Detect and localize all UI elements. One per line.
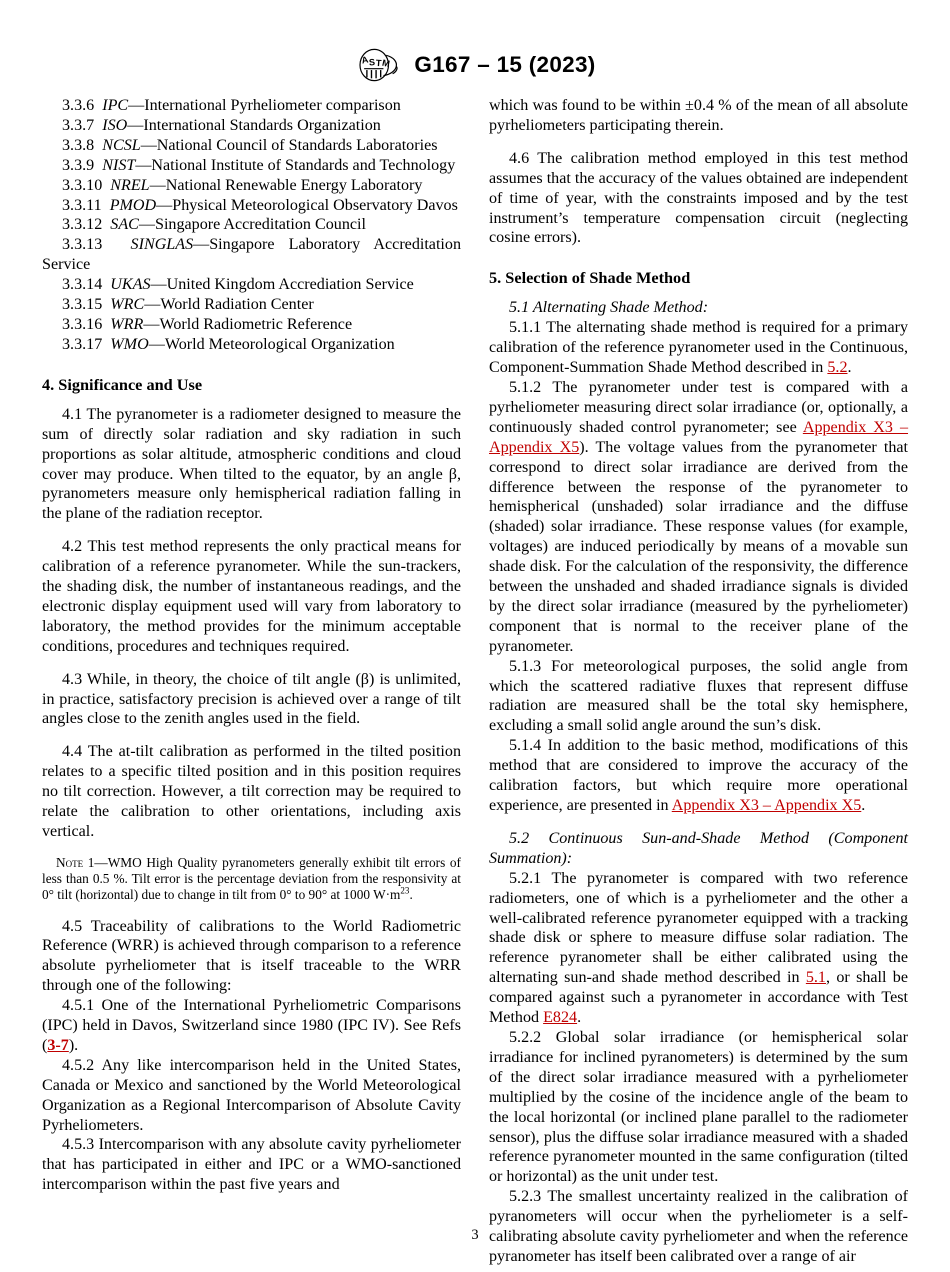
appendix-link-x3-x5[interactable]: Appendix X3 – Appendix X5 <box>671 797 862 814</box>
svg-text:M: M <box>381 57 392 70</box>
paragraph-5-1-1: 5.1.1 The alternating shade method is required for a primary calibration of the reference pyranometer used in the Continuous, Component-Summation Shade Method described in 5.2. <box>489 319 908 377</box>
paragraph-4-5-1: 4.5.1 One of the International Pyrheliometric Comparisons (IPC) held in Davos, Switzerland since 1980 (IPC IV). See Refs (3-7). <box>42 997 461 1054</box>
paragraph-continued: which was found to be within ±0.4 % of the mean of all absolute pyrheliometers participating therein. <box>489 97 908 134</box>
paragraph-5-2: 5.2 Continuous Sun-and-Shade Method (Component Summation): <box>489 829 908 867</box>
term-definition: 3.3.14 UKAS—United Kingdom Accrediation Service <box>62 276 414 294</box>
term-definition: 3.3.8 NCSL—National Council of Standards Laboratories <box>62 136 438 154</box>
paragraph-5-2-1: 5.2.1 The pyranometer is compared with two reference radiometers, one of which is a pyrheliometer and the other a well-calibrated reference pyranometer equipped with a tracking shade disk or sphere to measure diffuse solar radiation. The reference pyranometer shall be either calibrated using the alternating sun-and shade method described in 5.1, or shall be compared against such a pyranometer in accordance with Test Method E824. <box>489 869 908 1027</box>
term-definition: 3.3.12 SAC—Singapore Accreditation Council <box>62 216 366 234</box>
term-definition: 3.3.6 IPC—International Pyrheliometer comparison <box>62 97 401 114</box>
paragraph-4-5-3: 4.5.3 Intercomparison with any absolute cavity pyrheliometer that has participated in either and IPC or a WMO-sanctioned intercomparison within the past five years and <box>42 1136 461 1194</box>
page-number: 3 <box>471 1227 479 1243</box>
term-definition: 3.3.16 WRR—World Radiometric Reference <box>62 315 353 333</box>
paragraph-5-1-4: 5.1.4 In addition to the basic method, modifications of this method that are considered to improve the accuracy of the calibration factors, but which require more operational experience, are presented in Appendix X3 – Appendix X5. <box>489 737 908 814</box>
astm-logo-icon <box>354 48 400 82</box>
svg-text:T: T <box>375 57 383 69</box>
paragraph-4-5: 4.5 Traceability of calibrations to the World Radiometric Reference (WRR) is achieved through comparison to a reference absolute pyrheliometer that is itself traceable to the WRR through one of the following: <box>42 917 461 995</box>
appendix-link-x3-x5[interactable]: Appendix X3 – Appendix X5 <box>489 418 909 456</box>
paragraph-4-5-2: 4.5.2 Any like intercomparison held in the United States, Canada or Mexico and sanctioned by the World Meteorological Organization as a Regional Intercomparison of Absolute Cavity Pyrheliometers. <box>42 1056 461 1134</box>
paragraph-4-3: 4.3 While, in theory, the choice of tilt angle (β) is unlimited, in practice, satisfactory precision is achieved over a range of tilt angles close to the zenith angles used in the field. <box>42 670 461 728</box>
left-column <box>42 96 461 1267</box>
section-heading-5: 5. Selection of Shade Method <box>489 268 691 288</box>
paragraph-4-1: 4.1 The pyranometer is a radiometer designed to measure the sum of directly solar radiation and sky radiation in such proportions as solar altitude, atmospheric conditions and cloud cover may produce. When tilted to the equator, by an angle β, pyranometers measure only hemispherical radiation falling in the plane of the radiation receptor. <box>42 405 461 523</box>
svg-text:S: S <box>369 57 376 68</box>
note-1: Note 1—WMO High Quality pyranometers generally exhibit tilt errors of less than 0.5 %. Tilt error is the percentage deviation from the responsivity at 0° tilt (horizontal) due to change in tilt from 0° to 90° at 1000 $W\cdot m^{23}$. <box>42 854 461 903</box>
term-definition: 3.3.10 NREL—National Renewable Energy Laboratory <box>62 176 423 194</box>
standard-designation: G167 – 15 (2023) <box>414 52 596 77</box>
cross-reference-link-5-1[interactable]: 5.1 <box>805 969 826 987</box>
paragraph-5-1-2: 5.1.2 The pyranometer under test is compared with a pyrheliometer measuring direct solar irradiance (or, optionally, a continuously shaded control pyranometer; see Appendix X3 – Appendix X5). The voltage values from the pyranometer that correspond to direct solar irradiance are derived from the difference between the response of the pyranometer to hemispherical (unshaded) solar irradiance and the diffuse (shaded) solar irradiance. These response values (for example, voltages) are induced periodically by means of a movable sun shade disk. For the calculation of the responsivity, the difference between the unshaded and shaded irradiance signals is divided by the direct solar irradiance (measured by the pyrheliometer) component that is normal to the receiver plane of the pyranometer. <box>489 378 909 655</box>
page-header <box>0 0 950 88</box>
test-method-link-e824[interactable]: E824 <box>543 1009 578 1027</box>
right-column <box>489 96 908 1267</box>
paragraph-5-2-2: 5.2.2 Global solar irradiance (or hemispherical solar irradiance for inclined pyranometers) is determined by the sum of the direct solar irradiance measured with a pyrheliometer multiplied by the cosine of the incidence angle of the beam to the local horizontal (or inclined plane parallel to the radiometer sensor), plus the diffuse solar irradiance measured with a shaded reference pyranometer mounted in the same configuration (tilted or horizontal) as the unit under test. <box>489 1028 908 1186</box>
two-column-body <box>0 96 950 1267</box>
paragraph-4-6: 4.6 The calibration method employed in this test method assumes that the accuracy of the values obtained are independent of time of year, with the constraints imposed and by the test instrument’s temperature compensation circuit (neglecting cosine errors). <box>489 149 908 247</box>
cross-reference-link-5-2[interactable]: 5.2 <box>827 359 848 377</box>
reference-link-3-7[interactable]: 3-7 <box>47 1036 69 1054</box>
term-definition: 3.3.15 WRC—World Radiation Center <box>62 296 314 314</box>
term-definition: 3.3.13 SINGLAS—Singapore Laboratory Accreditation Service <box>42 236 461 274</box>
paragraph-5-1: 5.1 Alternating Shade Method: <box>509 299 709 317</box>
section-heading-4: 4. Significance and Use <box>42 374 203 394</box>
svg-text:A: A <box>361 54 370 66</box>
term-definition: 3.3.9 NIST—National Institute of Standards and Technology <box>62 156 456 174</box>
paragraph-5-2-3: 5.2.3 The smallest uncertainty realized in the calibration of pyranometers will occur when the pyrheliometer is a self-calibrating absolute cavity pyrheliometer and when the reference pyranometer has itself been calibrated over a range of air <box>489 1188 908 1265</box>
paragraph-4-2: 4.2 This test method represents the only practical means for calibration of a reference pyranometer. While the sun-trackers, the shading disk, the number of instantaneous readings, and the electronic display equipment used will vary from laboratory to laboratory, the method provides for the minimum acceptable conditions, procedures and techniques required. <box>42 538 461 655</box>
term-definition: 3.3.11 PMOD—Physical Meteorological Observatory Davos <box>62 196 458 214</box>
paragraph-5-1-3: 5.1.3 For meteorological purposes, the solid angle from which the scattered radiative fluxes that represent diffuse radiation are measured shall be the total sky hemisphere, excluding a small solid angle around the sun’s disk. <box>489 657 908 735</box>
term-definition: 3.3.7 ISO—International Standards Organization <box>62 116 381 134</box>
page-footer <box>0 1227 950 1244</box>
paragraph-4-4: 4.4 The at-tilt calibration as performed in the tilted position relates to a specific tilted position and in this position requires no tilt correction. However, a tilt correction may be required to relate the calibration to other orientations, including axis vertical. <box>42 743 461 840</box>
term-definition: 3.3.17 WMO—World Meteorological Organization <box>62 335 395 353</box>
